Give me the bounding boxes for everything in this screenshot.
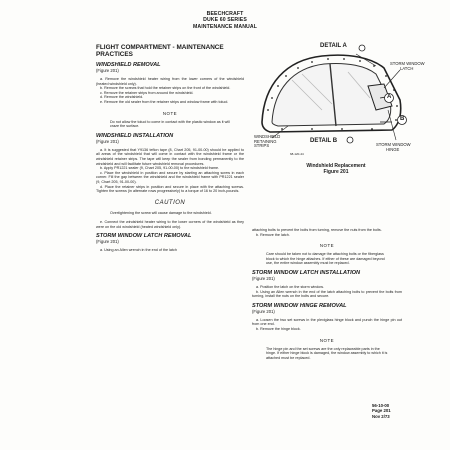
latch-installation-title: STORM WINDOW LATCH INSTALLATION (252, 269, 361, 276)
procedure-step: e. Remove the old sealer from the retainer strips and window frame with toluol. (100, 99, 229, 104)
hinge-removal-title: STORM WINDOW HINGE REMOVAL (252, 302, 347, 309)
figure-caption: Windshield Replacement Figure 201 (306, 163, 366, 175)
procedure-step: e. Connect the windshield heater wiring to the lower corners of the windshield as they were on the old windshield (heated windshield only). (96, 220, 244, 229)
header-series: DUKE 60 SERIES (203, 17, 247, 24)
detail-b-label: DETAIL B (310, 138, 338, 144)
windshield-figure (252, 40, 425, 230)
note-heading: NOTE (319, 337, 335, 343)
note-text: Care should be taken not to damage the attaching bolts or the fiberglass block to which the hinge attaches. If either of these are damaged beyond use, the entire window assembly must be replaced. (266, 252, 385, 266)
procedure-step: a. Position the latch on the storm window. (256, 284, 324, 289)
procedure-step: a. Using an Allen wrench in the end of the latch (100, 248, 177, 253)
procedure-step: a. Remove the windshield heater wiring from the lower corners of the windshield (heated windshield only). (96, 77, 244, 86)
procedure-step: b. Remove the hinge block. (256, 326, 301, 331)
caution-text: Overtightening the screw will cause damage to the windshield. (110, 210, 212, 215)
procedure-step: b. Using an Allen wrench in the end of the latch attaching bolts to prevent the bolts from turning, install the nuts on the bolts and secure. (252, 289, 402, 299)
section-title: FLIGHT COMPARTMENT - MAINTENANCE PRACTICES (96, 44, 224, 58)
note-text: The hinge pin and the set screws are the only replaceable parts in the hinge. If either hinge block is damaged, the window assembly to which it is attached must be replaced. (266, 346, 388, 360)
left-column (96, 44, 244, 253)
detail-a-label: DETAIL A (320, 43, 347, 49)
procedure-step: d. Place the retainer strips in position and secure in place with the attaching screws. Tighten the screws (in alternate rows progressively) to a torque of 16 to 20 inch-pounds. (96, 184, 244, 194)
figure-reference: (Figure 201) (252, 308, 275, 314)
header-manual: MAINTENANCE MANUAL (192, 23, 258, 30)
procedure-step: d. Remove the windshield. (100, 95, 144, 100)
storm-window-hinge-label: STORM WINDOW HINGE (376, 142, 411, 152)
figure-reference: (Figure 201) (96, 68, 119, 73)
detail-b-circle (347, 137, 353, 143)
note-text: Do not allow the toluol to come in contact with the plastic window as it will craze the surface. (110, 119, 230, 129)
procedure-step: c. Remove the retainer strips from around the windshield. (100, 90, 194, 95)
figure-reference: (Figure 201) (96, 239, 119, 245)
marker-a-label: A (387, 94, 392, 100)
header-brand: BEECHCRAFT (206, 11, 244, 17)
note-heading: NOTE (319, 243, 335, 249)
procedure-step: b. Remove the screws that hold the retainer strips on the front of the windshield. (100, 86, 231, 91)
note-heading: NOTE (162, 110, 178, 116)
revision-date: Nov 2/73 (372, 413, 390, 419)
windshield-removal-title: WINDSHIELD REMOVAL (96, 62, 161, 68)
caution-heading: CAUTION (154, 199, 186, 206)
procedure-continuation: attaching bolts to prevent the bolts from turning, remove the nuts from the bolts. (252, 228, 382, 232)
marker-b-label: B (400, 116, 405, 122)
page-number: Page 201 (372, 408, 391, 414)
procedure-step: b. Apply PR1221 sealer (9, Chart 205, 91-00-00) to the windshield frame. (100, 166, 220, 171)
right-column (252, 228, 402, 360)
procedure-step: b. Remove the latch. (256, 232, 290, 237)
detail-a-circle (359, 45, 365, 51)
latch-removal-title: STORM WINDOW LATCH REMOVAL (96, 233, 192, 240)
chapter-number: 56-10-00 (372, 403, 390, 408)
procedure-step: a. It is suggested that Y9136 teflon tape (8, Chart 205, 91-00-00) should be applied to all areas of the windshield that will come in contact with the windshield frame or the windshield retainer strips. The tape will keep the sealer from bonding permanently to the windshield and will facilitate future windshield removal procedures. (96, 147, 244, 166)
windshield-installation-title: WINDSHIELD INSTALLATION (96, 132, 174, 139)
figure-reference: (Figure 201) (96, 138, 119, 144)
drawing-number: 68-120-44 (290, 152, 304, 156)
page-header (0, 11, 450, 30)
procedure-step: c. Place the windshield in position and secure by starting an attaching screw in each corner. Fill the gap between the windshield and the windshield frame with PR1221 sealer (9, Chart 205, 91-00-00). (96, 170, 244, 184)
page-footer (372, 403, 391, 419)
windshield-retaining-strips-label: WINDSHIELD RETAINING STRIPS (254, 134, 281, 149)
figure-reference: (Figure 201) (252, 275, 275, 281)
procedure-step: a. Loosen the two set screws in the plexiglass hinge block and punch the hinge pin out from one end. (252, 317, 402, 327)
storm-window-latch-label: STORM WINDOW LATCH (390, 61, 425, 71)
